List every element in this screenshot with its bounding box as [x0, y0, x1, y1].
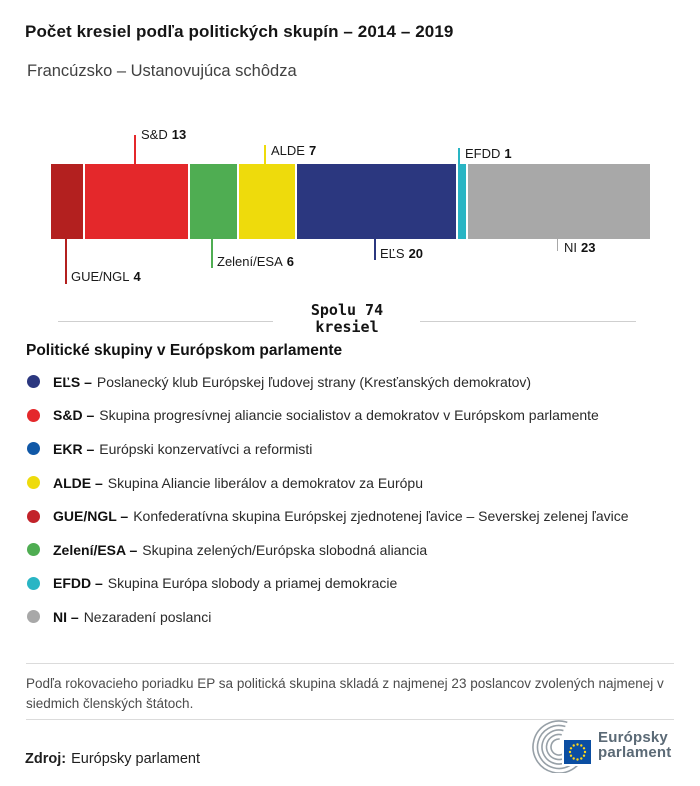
total-seats — [277, 302, 417, 336]
total-seats-line1: Spolu 74 — [310, 301, 384, 319]
callout-label: S&D 13 — [141, 127, 187, 142]
bar-segment-ni[interactable] — [468, 164, 650, 239]
bar-segment-gue-ngl[interactable] — [51, 164, 83, 239]
leader-line — [374, 239, 376, 260]
total-divider-right — [420, 321, 636, 322]
callout-label: Zelení/ESA 6 — [217, 254, 294, 269]
source-line — [25, 751, 200, 767]
legend-item-alde: ALDE – Skupina Aliancie liberálov a demokratov za Európu — [27, 466, 629, 500]
logo-wordmark-line2: parlament — [598, 743, 672, 761]
footnote-divider-top — [26, 663, 674, 664]
bar-segment-alde[interactable] — [239, 164, 295, 239]
leader-line — [557, 239, 558, 251]
legend-list — [27, 365, 629, 634]
callout-label: NI 23 — [564, 240, 596, 255]
legend-item-gue-ngl: GUE/NGL – Konfederatívna skupina Európskej zjednotenej ľavice – Severskej zelenej ľavice — [27, 499, 629, 533]
total-seats-line2: kresiel — [315, 318, 379, 336]
legend-item-efdd: EFDD – Skupina Európa slobody a priamej demokracie — [27, 567, 629, 601]
bar-segment-zeleni-esa[interactable] — [190, 164, 238, 239]
logo-wordmark — [598, 731, 672, 760]
legend-item-els: EĽS – Poslanecký klub Európskej ľudovej strany (Kresťanských demokratov) — [27, 365, 629, 399]
legend-dot — [27, 543, 40, 556]
footnote-text: Podľa rokovacieho poriadku EP sa politická skupina skladá z najmenej 23 poslancov zvolených najmenej v siedmich členských štátoch. — [26, 676, 664, 711]
leader-line — [134, 135, 136, 164]
legend-dot — [27, 476, 40, 489]
legend-dot — [27, 409, 40, 422]
callout-label: EĽS 20 — [380, 246, 424, 261]
callout-label: ALDE 7 — [271, 143, 317, 158]
stacked-seat-bar — [51, 164, 650, 239]
callout-label: GUE/NGL 4 — [71, 269, 141, 284]
bar-segment-efdd[interactable] — [458, 164, 466, 239]
legend-dot — [27, 442, 40, 455]
legend-dot — [27, 375, 40, 388]
callout-label: EFDD 1 — [465, 146, 512, 161]
legend-item-ni: NI – Nezaradení poslanci — [27, 600, 629, 634]
legend-item-ekr: EKR – Európski konzervatívci a reformisti — [27, 432, 629, 466]
source-label: Zdroj: — [25, 751, 67, 767]
legend-dot — [27, 577, 40, 590]
source-value: Európsky parlament — [71, 751, 201, 767]
ep-hemicycle-icon — [529, 719, 595, 773]
leader-line — [458, 148, 460, 164]
leader-line — [264, 145, 266, 164]
european-parliament-logo — [527, 719, 692, 773]
legend-item-zeleni-esa: Zelení/ESA – Skupina zelených/Európska slobodná aliancia — [27, 533, 629, 567]
legend-dot — [27, 610, 40, 623]
bar-segment-els[interactable] — [297, 164, 456, 239]
page-title: Počet kresiel podľa politických skupín – 2014 – 2019 — [25, 22, 454, 41]
eu-flag-icon — [563, 739, 592, 765]
leader-line — [211, 239, 213, 268]
total-divider-left — [58, 321, 273, 322]
logo-wordmark-line1: Európsky — [598, 729, 668, 746]
legend-item-sd: S&D – Skupina progresívnej aliancie socialistov a demokratov v Európskom parlamente — [27, 399, 629, 433]
bar-segment-sd[interactable] — [85, 164, 188, 239]
legend-heading: Politické skupiny v Európskom parlamente — [26, 342, 343, 359]
leader-line — [65, 239, 67, 284]
page-subtitle: Francúzsko – Ustanovujúca schôdza — [27, 62, 297, 80]
legend-dot — [27, 510, 40, 523]
